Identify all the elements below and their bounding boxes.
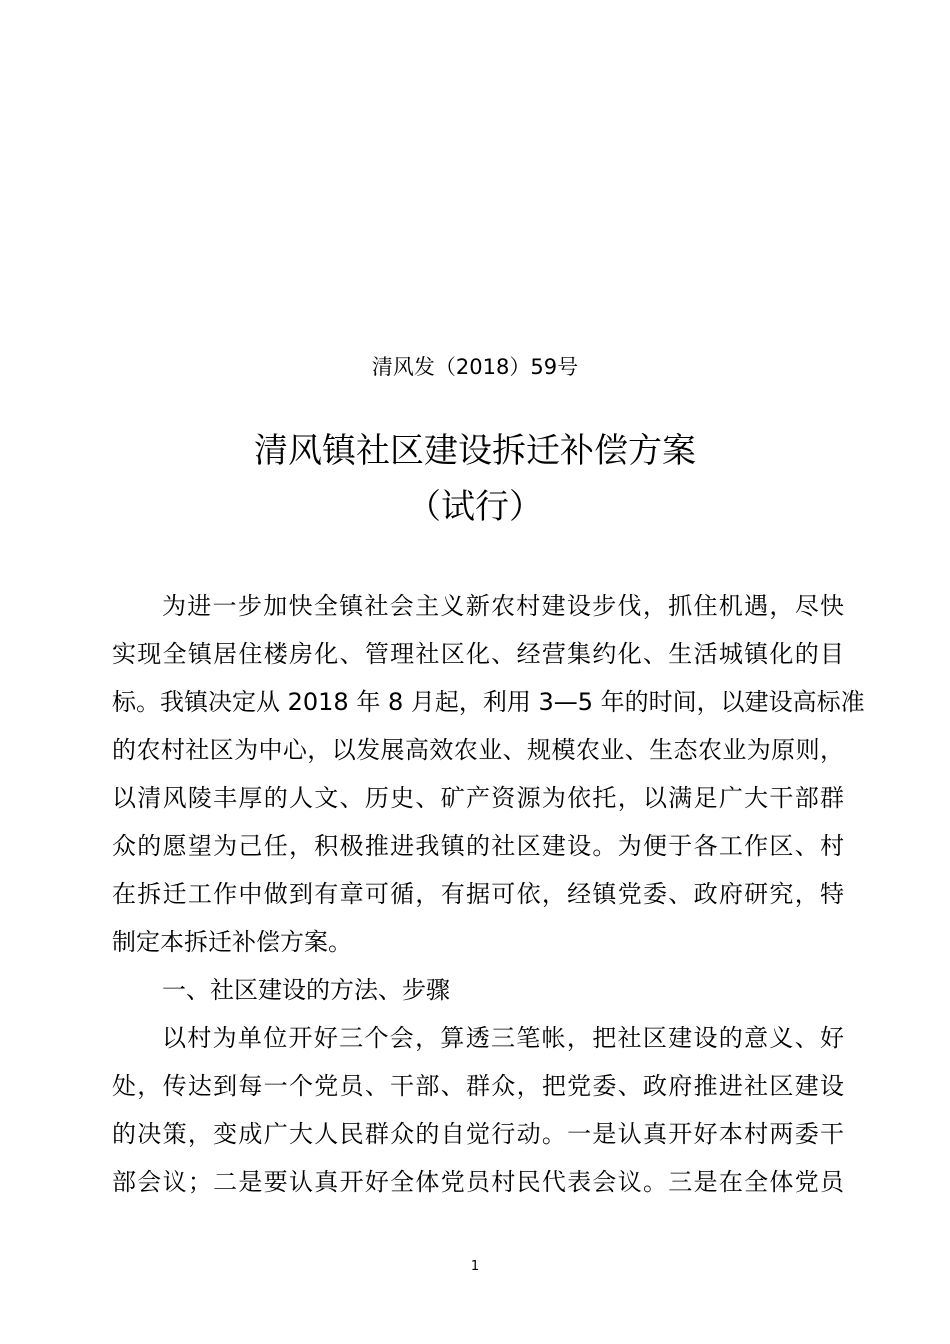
text-line: 在拆迁工作中做到有章可循，有据可依，经镇党委、政府研究，特	[112, 880, 844, 908]
text-line: 为进一步加快全镇社会主义新农村建设步伐，抓住机遇，尽快	[162, 592, 844, 620]
page-number: 1	[470, 1259, 480, 1274]
text-line: 的决策，变成广大人民群众的自觉行动。一是认真开好本村两委干	[112, 1120, 844, 1148]
paragraph-intro	[112, 582, 865, 966]
text-line: 制定本拆迁补偿方案。	[112, 928, 352, 956]
document-title: 清风镇社区建设拆迁补偿方案	[254, 431, 696, 471]
document-number: 清风发（2018）59号	[371, 355, 579, 379]
document-subtitle: （试行）	[407, 487, 543, 527]
text-line: 标。我镇决定从 2018 年 8 月起，利用 3—5 年的时间，以建设高标准	[112, 688, 865, 716]
text-line: 以清风陵丰厚的人文、历史、矿产资源为依托，以满足广大干部群	[112, 784, 844, 812]
text-line: 以村为单位开好三个会，算透三笔帐，把社区建设的意义、好	[162, 1024, 844, 1052]
text-line: 实现全镇居住楼房化、管理社区化、经营集约化、生活城镇化的目	[112, 640, 844, 668]
section-heading	[112, 966, 844, 1014]
text-line: 的农村社区为中心，以发展高效农业、规模农业、生态农业为原则，	[112, 736, 844, 764]
text-line: 众的愿望为己任，积极推进我镇的社区建设。为便于各工作区、村	[112, 832, 844, 860]
document-body	[112, 582, 865, 1206]
text-line: 处，传达到每一个党员、干部、群众，把党委、政府推进社区建设	[112, 1072, 844, 1100]
paragraph-method	[112, 1014, 844, 1206]
section-heading-text: 一、社区建设的方法、步骤	[162, 976, 450, 1004]
text-line: 部会议；二是要认真开好全体党员村民代表会议。三是在全体党员	[112, 1168, 844, 1196]
